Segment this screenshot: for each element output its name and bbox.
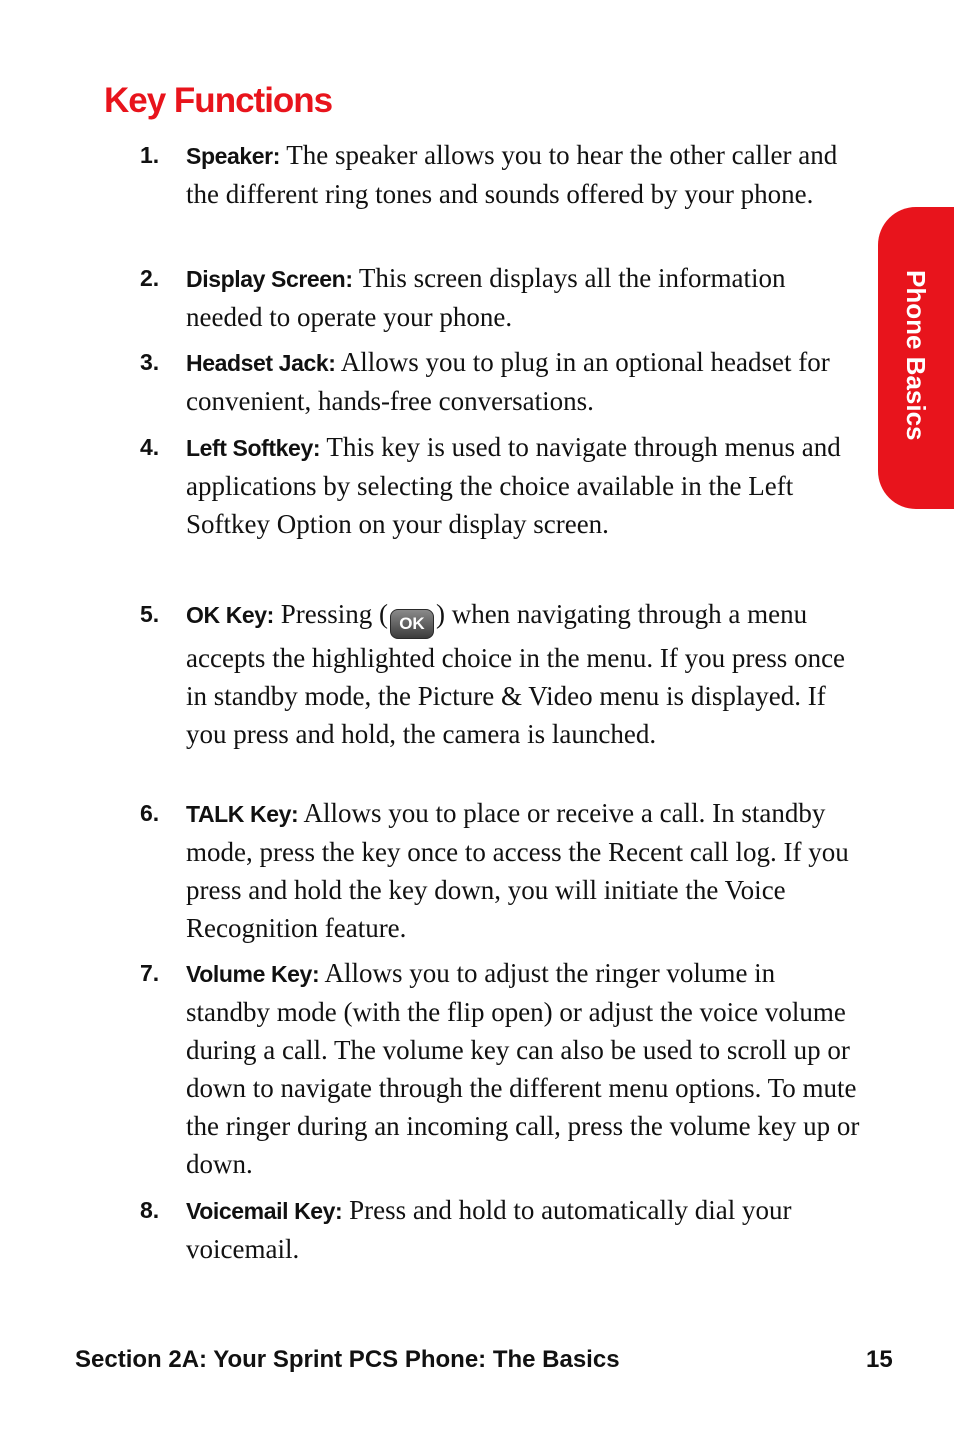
item-term: Voicemail Key:: [186, 1198, 343, 1224]
footer-section-title: Section 2A: Your Sprint PCS Phone: The Basics: [75, 1346, 620, 1373]
item-number: 8.: [140, 1197, 160, 1223]
item-body: [186, 954, 860, 1183]
item-body: [186, 136, 860, 213]
item-number: 4.: [140, 434, 160, 460]
item-description: Press and hold to automatically dial your voicemail.: [186, 1195, 792, 1264]
item-body: [186, 1191, 860, 1268]
item-number: 2.: [140, 265, 160, 291]
item-term: Speaker:: [186, 143, 280, 169]
page-number: 15: [866, 1346, 893, 1373]
item-number: 5.: [140, 601, 160, 627]
item-number: 7.: [140, 960, 160, 986]
item-description: Allows you to adjust the ringer volume in standby mode (with the flip open) or adjust the voice volume during a call. The volume key can also be used to scroll up or down to navigate through the different menu options. To mute the ringer during an incoming call, press the volume key up or down.: [186, 958, 860, 1179]
list-item-voicemail-key: [140, 1191, 860, 1268]
item-description-end: ) when navigating through a menu accepts the highlighted choice in the menu. If you press once in standby mode, the Picture & Video menu is displayed. If you press and hold, the camera is launched.: [186, 599, 846, 749]
list-item-volume-key: [140, 954, 860, 1183]
item-body: [186, 343, 860, 420]
ok-key-icon: OK: [390, 609, 434, 639]
item-description: This key is used to navigate through menus and applications by selecting the choice available in the Left Softkey Option on your display screen.: [186, 432, 841, 539]
item-term: OK Key:: [186, 602, 274, 628]
item-description: Allows you to plug in an optional headset for convenient, hands-free conversations.: [186, 347, 830, 416]
item-term: Volume Key:: [186, 961, 320, 987]
item-number: 3.: [140, 349, 160, 375]
list-item-left-softkey: [140, 428, 860, 543]
item-term: Display Screen:: [186, 266, 353, 292]
item-body: [186, 595, 860, 753]
list-item-headset-jack: [140, 343, 860, 420]
item-body: [186, 794, 860, 947]
list-item-talk-key: [140, 794, 860, 947]
list-item-display-screen: [140, 259, 860, 336]
section-tab-label: Phone Basics: [901, 270, 931, 441]
list-item-speaker: [140, 136, 860, 213]
item-term: TALK Key:: [186, 801, 299, 827]
item-number: 6.: [140, 800, 160, 826]
list-item-ok-key: [140, 595, 860, 753]
item-description-start: Pressing (: [273, 599, 388, 629]
item-body: [186, 259, 860, 336]
page-title: Key Functions: [104, 81, 333, 120]
item-body: [186, 428, 860, 543]
item-term: Headset Jack:: [186, 350, 336, 376]
item-number: 1.: [140, 142, 160, 168]
item-description: This screen displays all the information needed to operate your phone.: [186, 263, 786, 332]
item-term: Left Softkey:: [186, 435, 321, 461]
item-description: The speaker allows you to hear the other caller and the different ring tones and sounds offered by your phone.: [186, 140, 838, 209]
item-description: Allows you to place or receive a call. In standby mode, press the key once to access the Recent call log. If you press and hold the key down, you will initiate the Voice Recognition feature.: [186, 798, 849, 943]
